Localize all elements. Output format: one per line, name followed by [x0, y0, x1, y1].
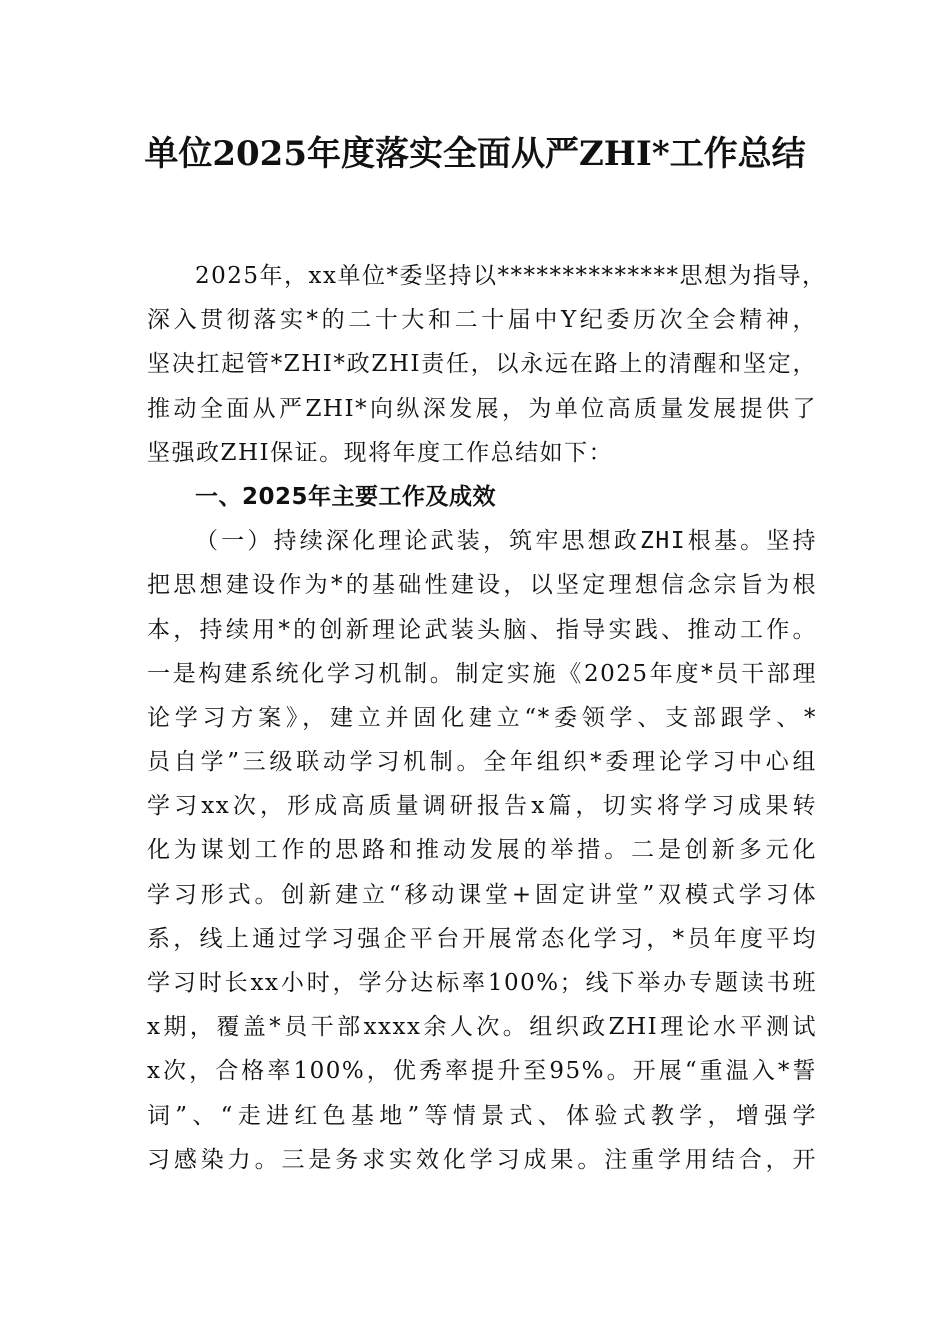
paragraph-line: 学习时长xx小时，学分达标率100%；线下举办专题读书班: [147, 970, 817, 996]
subsection-heading-line: （一）持续深化理论武装，筑牢思想政ZHI根基。坚持: [195, 528, 817, 555]
paragraph-line: 论学习方案》，建立并固化建立“*委领学、支部跟学、*: [147, 704, 817, 731]
paragraph-line: 习感染力。三是务求实效化学习成果。注重学用结合，开: [147, 1146, 817, 1173]
paragraph-line: 深入贯彻落实*的二十大和二十届中Y纪委历次全会精神，: [147, 307, 817, 334]
paragraph-line: 坚强政ZHI保证。现将年度工作总结如下：: [147, 439, 614, 466]
paragraph-line: 学习形式。创新建立“移动课堂+固定讲堂”双模式学习体: [147, 881, 817, 908]
document-title: 单位2025年度落实全面从严ZHI*工作总结: [144, 134, 806, 174]
paragraph-line: 坚决扛起管*ZHI*政ZHI责任，以永远在路上的清醒和坚定，: [147, 351, 817, 378]
paragraph-line: 化为谋划工作的思路和推动发展的举措。二是创新多元化: [147, 837, 817, 864]
paragraph-line: 一是构建系统化学习机制。制定实施《2025年度*员干部理: [147, 660, 817, 687]
paragraph-line: 系，线上通过学习强企平台开展常态化学习，*员年度平均: [147, 925, 817, 952]
document-body: [147, 254, 827, 1182]
paragraph-line: 词”、“走进红色基地”等情景式、体验式教学，增强学: [147, 1102, 817, 1129]
paragraph-line: x期，覆盖*员干部xxxx余人次。组织政ZHI理论水平测试: [147, 1014, 817, 1041]
paragraph-line: 推动全面从严ZHI*向纵深发展，为单位高质量发展提供了: [147, 395, 817, 422]
paragraph-line: 把思想建设作为*的基础性建设，以坚定理想信念宗旨为根: [147, 572, 817, 599]
paragraph-line: 员自学”三级联动学习机制。全年组织*委理论学习中心组: [147, 749, 817, 776]
paragraph-line: 学习xx次，形成高质量调研报告x篇，切实将学习成果转: [147, 793, 817, 820]
paragraph-line: 本，持续用*的创新理论武装头脑、指导实践、推动工作。: [147, 616, 817, 643]
section-heading: 一、2025年主要工作及成效: [195, 483, 497, 510]
paragraph-line: 2025年，xx单位*委坚持以**************思想为指导，: [195, 263, 827, 289]
paragraph-line: x次，合格率100%，优秀率提升至95%。开展“重温入*誓: [147, 1058, 817, 1085]
